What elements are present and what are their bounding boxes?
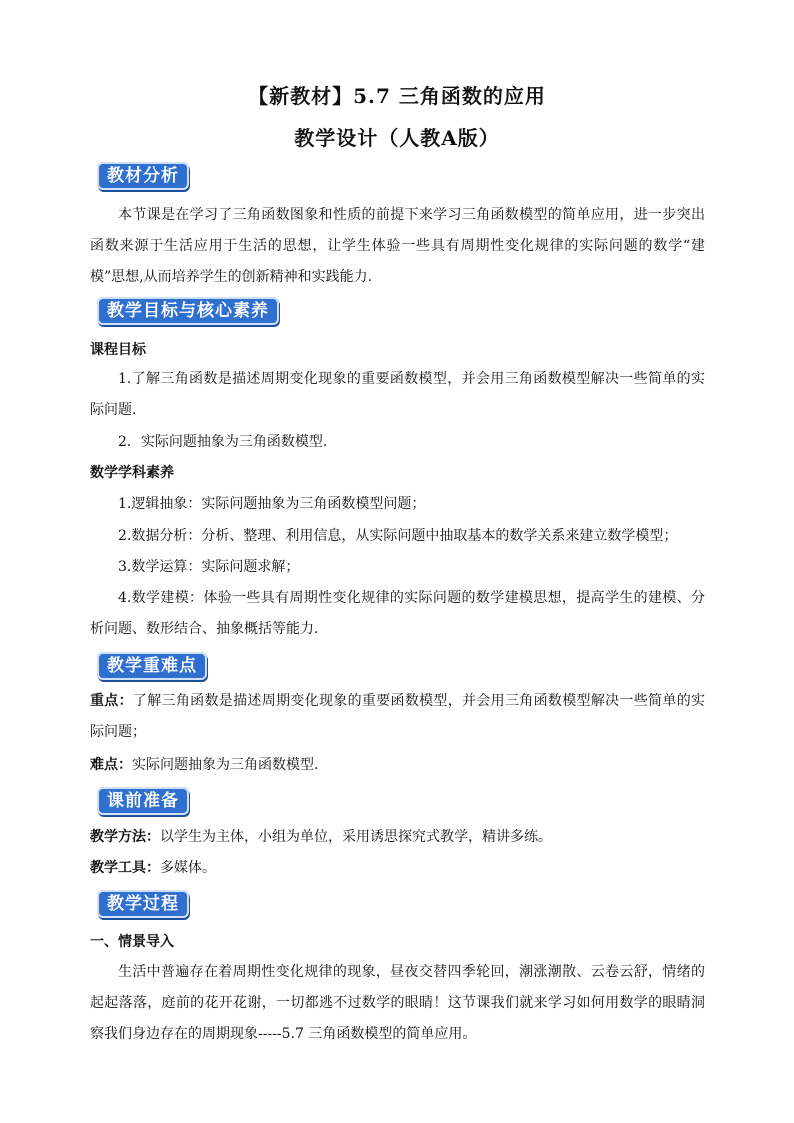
key-text: 了解三角函数是描述周期变化现象的重要函数模型，并会用三角函数模型解决一些简单的实际问题； [90,693,706,740]
teaching-method [90,827,705,847]
key-point [90,686,705,748]
literacy-item-2: 2.数据分析：分析、整理、利用信息，从实际问题中抽取基本的数学关系来建立数学模型； [118,528,678,544]
literacy-heading: 数学学科素养 [90,465,174,481]
course-goal-2: 2．实际问题抽象为三角函数模型． [118,434,337,450]
doc-title-line2: 教学设计（人教A版） [294,126,500,150]
course-goals-heading: 课程目标 [90,342,146,358]
difficult-point [90,755,705,775]
doc-title-line1: 【新教材】5.7 三角函数的应用 [248,84,546,108]
intro-paragraph: 生活中普遍存在着周期性变化规律的现象，昼夜交替四季轮回，潮涨潮散、云卷云舒，情绪的起起落落，庭前的花开花谢，一切都逃不过数学的眼睛！这节课我们就来学习如何用数学的眼睛洞察我们身边存在的周期现象-----5.7 三角函数模型的简单应用。 [90,964,705,1042]
section-badge-prep: 课前准备 [97,787,189,815]
analysis-paragraph: 本节课是在学习了三角函数图象和性质的前提下来学习三角函数模型的简单应用，进一步突出函数来源于生活应用于生活的思想，让学生体验一些具有周期性变化规律的实际问题的数学“建模”思想,从而培养学生的创新精神和实践能力. [90,207,705,285]
difficult-text: 实际问题抽象为三角函数模型. [132,757,319,773]
section-badge-key: 教学重难点 [97,652,207,680]
literacy-item-3: 3.数学运算：实际问题求解； [118,559,300,575]
literacy-item-4: 4.数学建模：体验一些具有周期性变化规律的实际问题的数学建模思想，提高学生的建模、分析问题、数形结合、抽象概括等能力. [90,590,705,637]
section-badge-process: 教学过程 [97,890,189,918]
tool-text: 多媒体。 [160,860,216,876]
section-badge-goals: 教学目标与核心素养 [97,297,279,325]
literacy-item-1: 1.逻辑抽象：实际问题抽象为三角函数模型问题； [118,496,426,512]
method-text: 以学生为主体，小组为单位，采用诱思探究式教学，精讲多练。 [160,829,552,845]
section-badge-analysis: 教材分析 [97,162,189,190]
process-subheading-1: 一、情景导入 [90,934,174,950]
course-goal-1: 1.了解三角函数是描述周期变化现象的重要函数模型，并会用三角函数模型解决一些简单的实际问题． [90,371,705,418]
key-label: 重点： [90,693,133,709]
difficult-label: 难点： [90,757,132,773]
tool-label: 教学工具： [90,860,160,876]
method-label: 教学方法： [90,829,160,845]
teaching-tool [90,858,705,878]
